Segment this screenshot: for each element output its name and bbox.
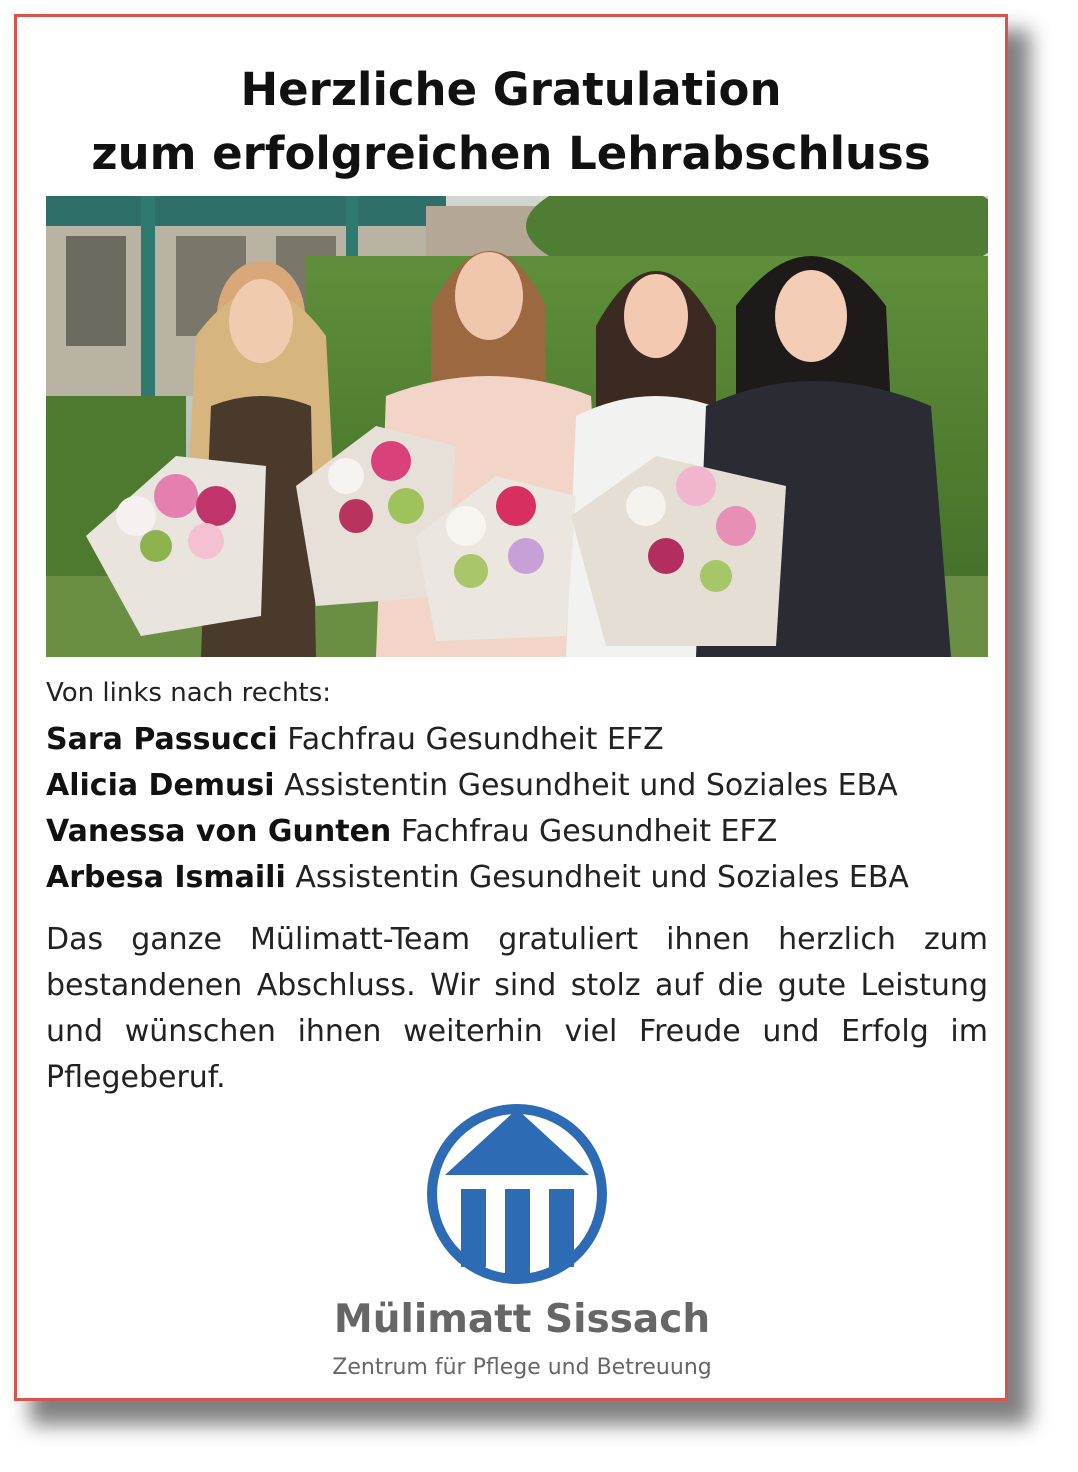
list-item	[46, 809, 988, 855]
congratulation-message: Das ganze Mülimatt-Team gratuliert ihnen herzlich zum bestandenen Abschluss. Wir sind stolz auf die gute Leistung und wünschen ihnen weiterhin viel Freude und Erfolg im Pflegeberuf.	[46, 922, 988, 1095]
logo-name: Mülimatt Sissach	[333, 1297, 711, 1342]
graduate-role: Fachfrau Gesundheit EFZ	[400, 814, 778, 849]
headline-line-2: zum erfolgreichen Lehrabschluss	[91, 127, 931, 180]
list-item	[46, 855, 988, 901]
list-item	[46, 717, 988, 763]
columns-logo-icon	[327, 1099, 717, 1289]
group-photo	[46, 196, 988, 657]
graduate-name: Sara Passucci	[46, 722, 278, 757]
logo-subtitle: Zentrum für Pflege und Betreuung	[332, 1355, 712, 1380]
graduate-name: Vanessa von Gunten	[46, 814, 392, 849]
intro-text: Von links nach rechts:	[46, 678, 332, 708]
graduate-role: Fachfrau Gesundheit EFZ	[287, 722, 664, 757]
graduate-name: Arbesa Ismaili	[46, 860, 286, 895]
organization-logo	[327, 1099, 717, 1389]
graduate-name: Alicia Demusi	[46, 768, 275, 803]
graduate-role: Assistentin Gesundheit und Soziales EBA	[295, 860, 909, 895]
list-item	[46, 763, 988, 809]
group-photo-icon	[46, 196, 988, 657]
graduates-list	[46, 717, 988, 901]
headline-line-1: Herzliche Gratulation	[240, 63, 782, 116]
graduate-role: Assistentin Gesundheit und Soziales EBA	[284, 768, 898, 803]
announcement-card	[14, 14, 1008, 1401]
